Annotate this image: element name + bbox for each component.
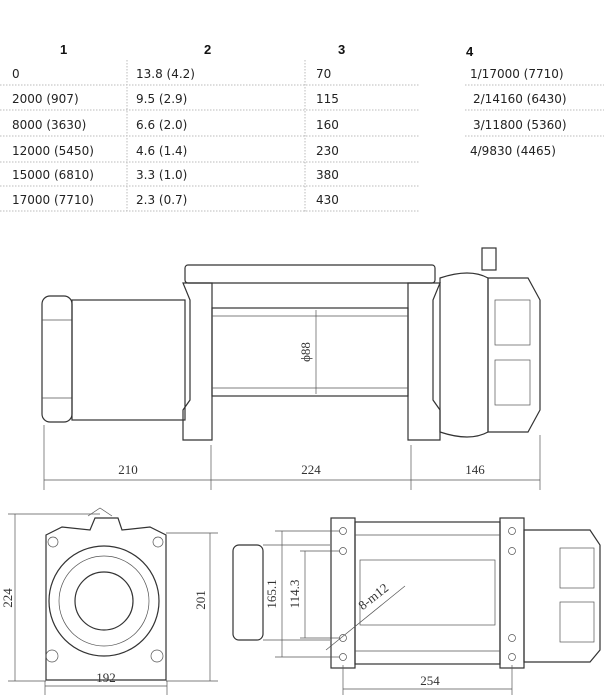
right-end-plate — [408, 283, 440, 440]
dim-motor-length: 210 — [118, 462, 138, 477]
top-right-plate — [500, 518, 524, 668]
table-header-4: 4 — [466, 44, 474, 59]
dim-drum-length: 224 — [301, 462, 321, 477]
table-cell: 3.3 (1.0) — [136, 168, 188, 182]
dim-width: 192 — [96, 670, 116, 685]
table-cell: 2000 (907) — [12, 92, 79, 106]
winch-side-view — [42, 248, 540, 490]
dim-mount-short: 114.3 — [287, 579, 302, 609]
gearbox — [440, 273, 488, 437]
table-cell: 3/11800 (5360) — [473, 118, 567, 132]
dim-gearbox-length: 146 — [465, 462, 485, 477]
gearbox-ring — [49, 546, 159, 656]
table-cell: 0 — [12, 67, 20, 81]
dim-total-height: 224 — [0, 588, 15, 608]
table-cell: 9.5 (2.9) — [136, 92, 188, 106]
dim-body-height: 201 — [193, 590, 208, 610]
table-cell: 115 — [316, 92, 339, 106]
table-header-1: 1 — [60, 42, 68, 57]
top-left-plate — [331, 518, 355, 668]
table-cell: 17000 (7710) — [12, 193, 94, 207]
gearbox-cap — [488, 278, 540, 432]
table-cell: 15000 (6810) — [12, 168, 94, 182]
table-cell: 6.6 (2.0) — [136, 118, 188, 132]
winch-top-view — [233, 518, 600, 695]
table-cell: 430 — [316, 193, 339, 207]
bolt-spec-label: 8-m12 — [355, 580, 392, 613]
table-cell: 70 — [316, 67, 332, 81]
table-cell: 4.6 (1.4) — [136, 144, 188, 158]
table-cell: 8000 (3630) — [12, 118, 87, 132]
performance-table — [0, 42, 604, 212]
table-header-2: 2 — [204, 42, 212, 57]
table-cell: 230 — [316, 144, 339, 158]
table-cell: 13.8 (4.2) — [136, 67, 195, 81]
top-motor-cap — [233, 545, 263, 640]
table-cell: 160 — [316, 118, 339, 132]
table-cell: 2/14160 (6430) — [473, 92, 567, 106]
left-end-plate — [183, 283, 212, 440]
dim-mount-length: 254 — [420, 673, 440, 688]
table-cell: 2.3 (0.7) — [136, 193, 188, 207]
table-cell: 12000 (5450) — [12, 144, 94, 158]
drum-opening — [75, 572, 133, 630]
motor-end-cap — [42, 296, 72, 422]
drum-diameter-label: ϕ88 — [298, 342, 313, 362]
tie-bar — [185, 265, 435, 283]
winch-front-view — [0, 508, 218, 695]
table-header-3: 3 — [338, 42, 346, 57]
table-cell: 4/9830 (4465) — [470, 144, 556, 158]
table-cell: 1/17000 (7710) — [470, 67, 564, 81]
table-cell: 380 — [316, 168, 339, 182]
motor-housing — [72, 300, 185, 420]
dim-mount-long: 165.1 — [264, 579, 279, 609]
control-connector — [482, 248, 496, 270]
